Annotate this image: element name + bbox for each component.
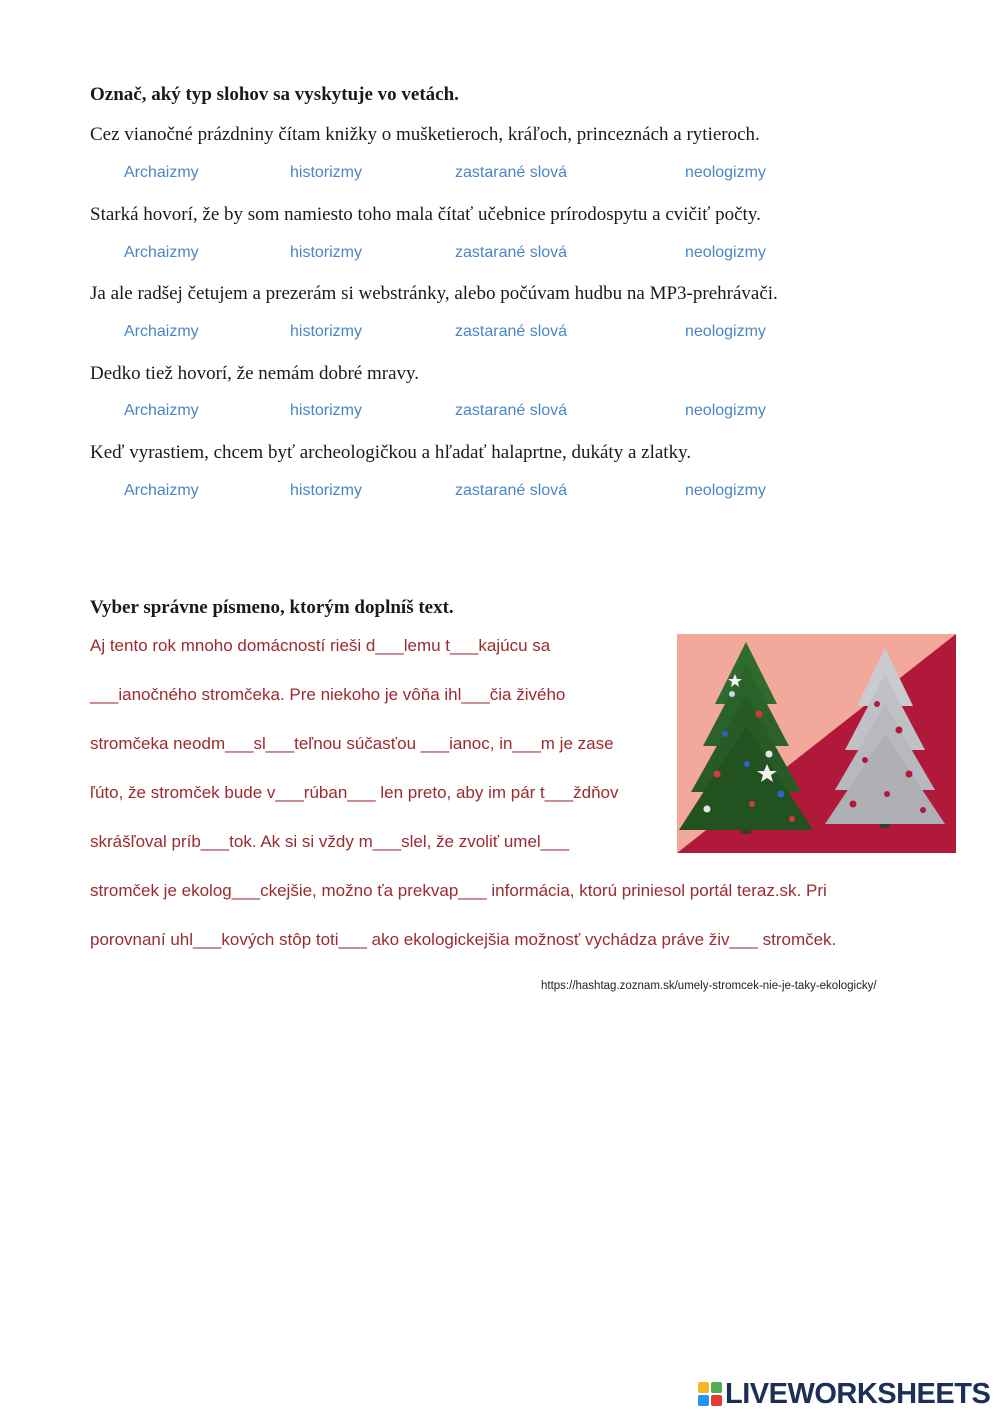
sentence-1: Cez vianočné prázdniny čítam knižky o mušketieroch, kráľoch, princeznách a rytieroch. — [90, 124, 760, 145]
fill-line-4[interactable]: ľúto, že stromček bude v___rúban___ len preto, aby im pár t___ždňov — [90, 783, 619, 802]
fill-line-1[interactable]: Aj tento rok mnoho domácností rieši d___lemu t___kajúcu sa — [90, 636, 551, 655]
fill-line-3[interactable]: stromčeka neodm___sl___teľnou súčasťou ___ianoc, in___m je zase — [90, 734, 614, 753]
option-neologizmy[interactable]: neologizmy — [685, 402, 766, 419]
option-zastarane-slova[interactable]: zastarané slová — [455, 323, 568, 340]
sentence-4: Dedko tiež hovorí, že nemám dobré mravy. — [90, 363, 420, 384]
option-zastarane-slova[interactable]: zastarané slová — [455, 164, 568, 181]
sentence-5: Keď vyrastiem, chcem byť archeologičkou a hľadať halaprtne, dukáty a zlatky. — [90, 442, 692, 463]
source-link[interactable]: https://hashtag.zoznam.sk/umely-stromcek-nie-je-taky-ekologicky/ — [541, 980, 877, 992]
exercise2-heading: Vyber správne písmeno, ktorým doplníš text. — [90, 597, 454, 618]
option-zastarane-slova[interactable]: zastarané slová — [455, 244, 568, 261]
fill-line-5[interactable]: skrášľoval príb___tok. Ak si si vždy m___slel, že zvoliť umel___ — [90, 832, 570, 851]
option-historizmy[interactable]: historizmy — [290, 323, 363, 340]
option-historizmy[interactable]: historizmy — [290, 482, 363, 499]
option-neologizmy[interactable]: neologizmy — [685, 482, 766, 499]
option-neologizmy[interactable]: neologizmy — [685, 244, 766, 261]
option-neologizmy[interactable]: neologizmy — [685, 164, 766, 181]
option-neologizmy[interactable]: neologizmy — [685, 323, 766, 340]
fill-line-7[interactable]: porovnaní uhl___kových stôp toti___ ako ekologickejšia možnosť vychádza práve živ___ stromček. — [90, 930, 837, 949]
exercise1-heading: Označ, aký typ slohov sa vyskytuje vo vetách. — [90, 84, 459, 105]
option-zastarane-slova[interactable]: zastarané slová — [455, 402, 568, 419]
fill-line-6[interactable]: stromček je ekolog___ckejšie, možno ťa prekvap___ informácia, ktorú priniesol portál teraz.sk. Pri — [90, 881, 827, 900]
sentence-3: Ja ale radšej četujem a prezerám si webstránky, alebo počúvam hudbu na MP3-prehrávači. — [90, 283, 778, 304]
brand-name: LIVEWORKSHEETS — [725, 1377, 991, 1410]
logo-grid-icon — [698, 1382, 722, 1406]
sentence-2: Starká hovorí, že by som namiesto toho mala čítať učebnice prírodospytu a cvičiť počty. — [90, 204, 761, 225]
liveworksheets-logo — [698, 1378, 990, 1410]
fill-line-2[interactable]: ___ianočného stromčeka. Pre niekoho je vôňa ihl___čia živého — [90, 685, 566, 704]
christmas-trees-photo — [677, 634, 956, 853]
option-historizmy[interactable]: historizmy — [290, 164, 363, 181]
option-historizmy[interactable]: historizmy — [290, 244, 363, 261]
option-archaizmy[interactable]: Archaizmy — [124, 244, 199, 261]
option-historizmy[interactable]: historizmy — [290, 402, 363, 419]
option-zastarane-slova[interactable]: zastarané slová — [455, 482, 568, 499]
option-archaizmy[interactable]: Archaizmy — [124, 164, 199, 181]
option-archaizmy[interactable]: Archaizmy — [124, 323, 199, 340]
option-archaizmy[interactable]: Archaizmy — [124, 482, 199, 499]
option-archaizmy[interactable]: Archaizmy — [124, 402, 199, 419]
